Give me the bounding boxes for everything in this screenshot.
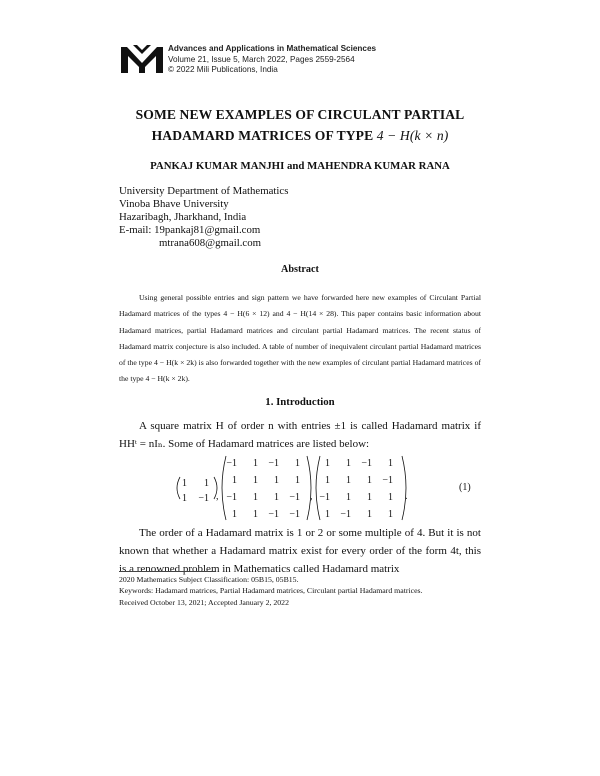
matrix-b-cell: 1 xyxy=(346,492,351,503)
affiliation xyxy=(119,185,288,250)
journal-copyright: © 2022 Mili Publications, India xyxy=(168,65,278,74)
equation-number: (1) xyxy=(459,482,471,493)
matrix-2x2-left-paren xyxy=(177,477,180,499)
matrix-b-cell: −1 xyxy=(319,492,330,503)
matrix-b-cell: −1 xyxy=(340,509,351,520)
footnote-received: Received October 13, 2021; Accepted January 2, 2022 xyxy=(119,597,289,607)
matrix-2x2-cell: −1 xyxy=(198,493,209,504)
matrix-separator-comma-2: , xyxy=(310,491,313,502)
introduction-paragraph-1: A square matrix H of order n with entries ±1 is called Hadamard matrix if HHᵗ = nIₙ. Some of Hadamard matrices are listed below: xyxy=(119,420,481,450)
introduction-paragraph-2: The order of a Hadamard matrix is 1 or 2 or some multiple of 4. But it is not known that whether a Hadamard matrix exist for every order of the form 4t, this is a renowned problem in Mathematics called Hadamard matrix xyxy=(119,527,481,575)
publisher-logo xyxy=(119,43,165,75)
matrix-b-cell: 1 xyxy=(325,458,330,469)
matrix-b-cell: −1 xyxy=(361,458,372,469)
matrix-a-cell: 1 xyxy=(274,492,279,503)
matrix-b-cell: 1 xyxy=(388,492,393,503)
authors: PANKAJ KUMAR MANJHI and MAHENDRA KUMAR RANA xyxy=(150,160,450,172)
matrix-b-left-paren xyxy=(316,456,320,520)
matrix-a-cell: 1 xyxy=(253,492,258,503)
abstract-text: Using general possible entries and sign pattern we have forwarded here new examples of Circulant Partial Hadamard matrices of the types 4 − H(6 × 12) and 4 − H(14 × 28). This paper contains basic information about Hadamard matrices, partial Hadamard matrices and circulant partial Hadamard matrices. The recent status of Hadamard matrix conjecture is also included. A table of number of inequivalent circulant partial Hadamard matrices of the type 4 − H(k × 2k) is also forwarded together with the new examples of circulant partial Hadamard matrices of the type 4 − H(k × 2k). xyxy=(119,293,481,384)
matrix-b-cell: 1 xyxy=(388,509,393,520)
matrix-a-cell: −1 xyxy=(226,492,237,503)
matrix-a-cell: −1 xyxy=(226,458,237,469)
matrix-a-right-paren xyxy=(307,456,311,520)
matrix-b-cell: 1 xyxy=(367,509,372,520)
matrix-2x2-cell: 1 xyxy=(204,478,209,489)
abstract-heading: Abstract xyxy=(281,264,319,275)
matrix-a-cell: −1 xyxy=(268,458,279,469)
footnote-rule xyxy=(119,571,215,572)
matrix-b-cell: 1 xyxy=(388,458,393,469)
title-line-2-math: 4 − H(k × n) xyxy=(376,128,449,143)
matrix-a-cell: 1 xyxy=(253,475,258,486)
matrix-a-cell: 1 xyxy=(232,475,237,486)
matrix-2x2-entries xyxy=(182,478,209,504)
affiliation-dept: University Department of Mathematics xyxy=(119,185,289,197)
title-line-2-text: HADAMARD MATRICES OF TYPE xyxy=(151,128,374,143)
matrix-a-cell: −1 xyxy=(268,509,279,520)
matrix-2x2-cell: 1 xyxy=(182,493,187,504)
matrix-a-cell: 1 xyxy=(274,475,279,486)
footnotes xyxy=(119,574,481,608)
footnote-keywords: Keywords: Hadamard matrices, Partial Hadamard matrices, Circulant partial Hadamard matrices. xyxy=(119,586,423,596)
matrix-b-cell: 1 xyxy=(367,475,372,486)
matrix-a-cell: −1 xyxy=(289,509,300,520)
equation-matrices xyxy=(170,452,420,524)
matrix-a-cell: 1 xyxy=(295,458,300,469)
matrix-separator-comma-1: , xyxy=(216,491,219,502)
affiliation-email-2: mtrana608@gmail.com xyxy=(159,237,261,249)
matrix-a-cell: 1 xyxy=(253,458,258,469)
introduction-heading: 1. Introduction xyxy=(265,396,335,408)
matrix-a-cell: 1 xyxy=(295,475,300,486)
journal-header xyxy=(168,44,376,76)
matrix-b-cell: −1 xyxy=(382,475,393,486)
matrix-a-cell: 1 xyxy=(232,509,237,520)
matrix-b-cell: 1 xyxy=(346,475,351,486)
matrix-b-cell: 1 xyxy=(325,509,330,520)
affiliation-email-1: E-mail: 19pankaj81@gmail.com xyxy=(119,224,261,236)
matrix-a-cell: −1 xyxy=(289,492,300,503)
matrix-2x2-cell: 1 xyxy=(182,478,187,489)
matrix-b-entries xyxy=(319,458,393,520)
journal-name: Advances and Applications in Mathematical Sciences xyxy=(168,44,377,53)
title-line-1: SOME NEW EXAMPLES OF CIRCULANT PARTIAL xyxy=(135,107,465,122)
affiliation-city: Hazaribagh, Jharkhand, India xyxy=(119,211,247,223)
matrix-a-cell: 1 xyxy=(253,509,258,520)
journal-volume-info: Volume 21, Issue 5, March 2022, Pages 2559-2564 xyxy=(168,54,355,64)
matrix-b-cell: 1 xyxy=(367,492,372,503)
matrix-b-right-paren xyxy=(402,456,406,520)
title-line-2 xyxy=(0,125,600,146)
matrix-end-period: . xyxy=(405,491,408,502)
matrix-a-entries xyxy=(226,458,300,520)
matrix-b-cell: 1 xyxy=(325,475,330,486)
affiliation-univ: Vinoba Bhave University xyxy=(119,198,229,210)
footnote-msc: 2020 Mathematics Subject Classification: 05B15, 05B15. xyxy=(119,575,299,584)
matrix-b-cell: 1 xyxy=(346,458,351,469)
paper-title xyxy=(0,104,600,146)
